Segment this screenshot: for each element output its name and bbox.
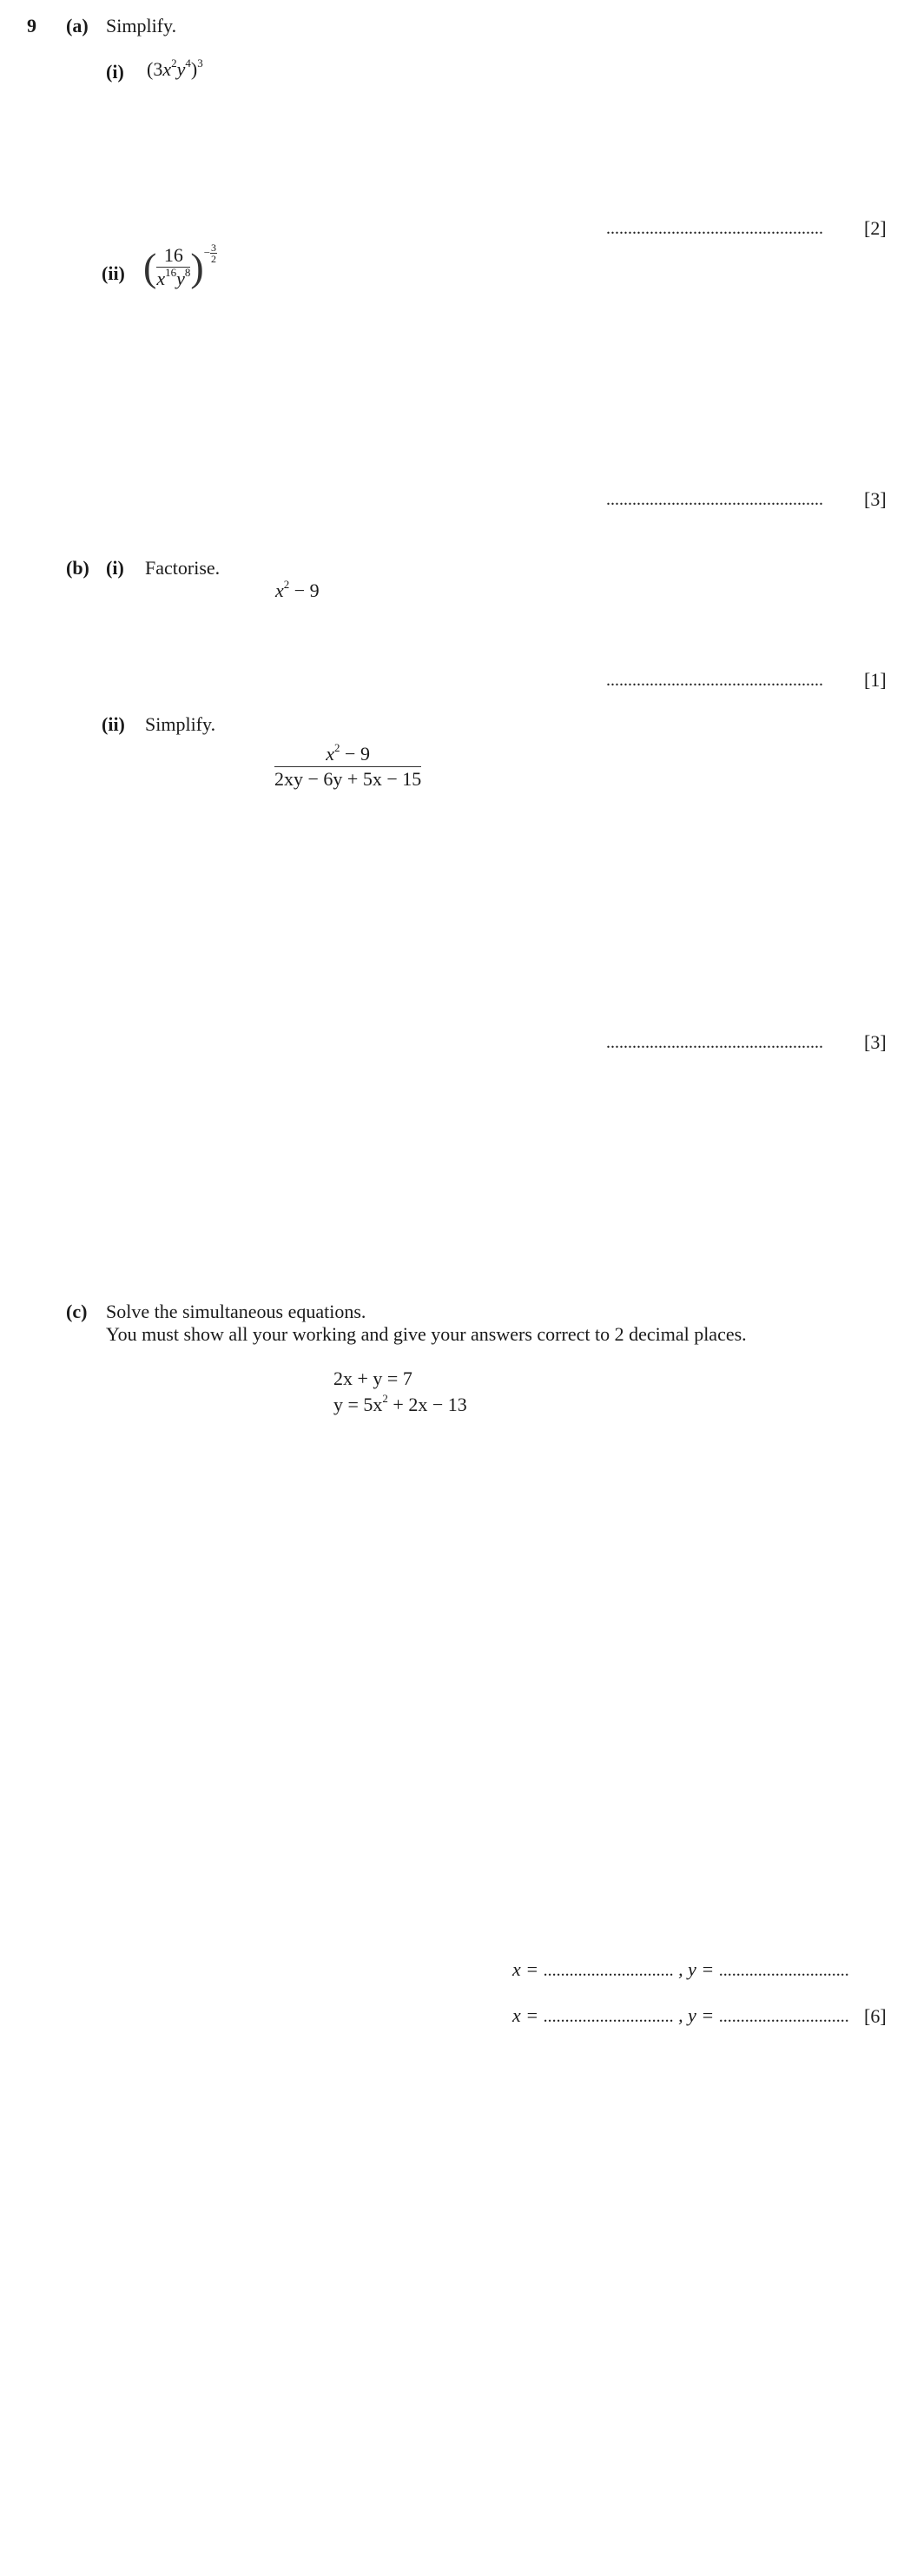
answer-line-a-i[interactable]: ..................................................: [606, 219, 823, 238]
part-a-label: (a): [66, 15, 89, 36]
answer-line-b-ii[interactable]: ..................................................: [606, 1033, 823, 1052]
answer-y-label-2: , y =: [678, 2004, 715, 2026]
answer-y-label-1: , y =: [678, 1958, 715, 1980]
part-c-label: (c): [66, 1301, 88, 1322]
part-c-line2: You must show all your working and give your answers correct to 2 decimal places.: [106, 1323, 747, 1345]
answer-row-1: [512, 1958, 849, 1982]
part-b-i-label: (i): [106, 557, 124, 579]
part-b-ii-label: (ii): [102, 713, 125, 735]
part-a-instruction: Simplify.: [106, 15, 177, 36]
marks-a-ii: [3]: [864, 488, 887, 510]
marks-a-i: [2]: [864, 217, 887, 239]
part-b-ii-expression: $\frac{x^2 - 9}{2xy - 6y + 5x - 15}$: [274, 740, 422, 790]
part-a-i-expression: $(3x^2y^4)^3$: [147, 56, 203, 80]
answer-row-2: [512, 2004, 849, 2028]
answer-x-field-2[interactable]: ..............................: [543, 2007, 674, 2026]
part-a-ii-label: (ii): [102, 262, 125, 284]
answer-line-a-ii[interactable]: ..................................................: [606, 490, 823, 509]
part-c-line1: Solve the simultaneous equations.: [106, 1301, 366, 1322]
marks-b-ii: [3]: [864, 1031, 887, 1053]
answer-y-field-1[interactable]: ..............................: [718, 1961, 849, 1980]
part-a-ii-expression: ( $\frac{16}{x^{16}y^8}$ ) − $\frac{3}{2}$: [143, 241, 217, 289]
equation-2: $y = 5x^2 + 2x - 13$: [333, 1391, 467, 1415]
question-number: 9: [27, 15, 36, 36]
answer-x-label-1: x =: [512, 1958, 539, 1980]
part-b-i-expression: $x^2 - 9$: [275, 577, 320, 601]
part-a-i-label: (i): [106, 61, 124, 83]
part-b-label: (b): [66, 557, 89, 579]
marks-b-i: [1]: [864, 669, 887, 691]
part-b-ii-instruction: Simplify.: [145, 713, 216, 735]
part-b-i-instruction: Factorise.: [145, 557, 221, 579]
answer-x-field-1[interactable]: ..............................: [543, 1961, 674, 1980]
answer-y-field-2[interactable]: ..............................: [718, 2007, 849, 2026]
marks-c: [6]: [864, 2005, 887, 2027]
answer-line-b-i[interactable]: ..................................................: [606, 671, 823, 690]
answer-x-label-2: x =: [512, 2004, 539, 2026]
equation-1: 2x + y = 7: [333, 1367, 412, 1389]
